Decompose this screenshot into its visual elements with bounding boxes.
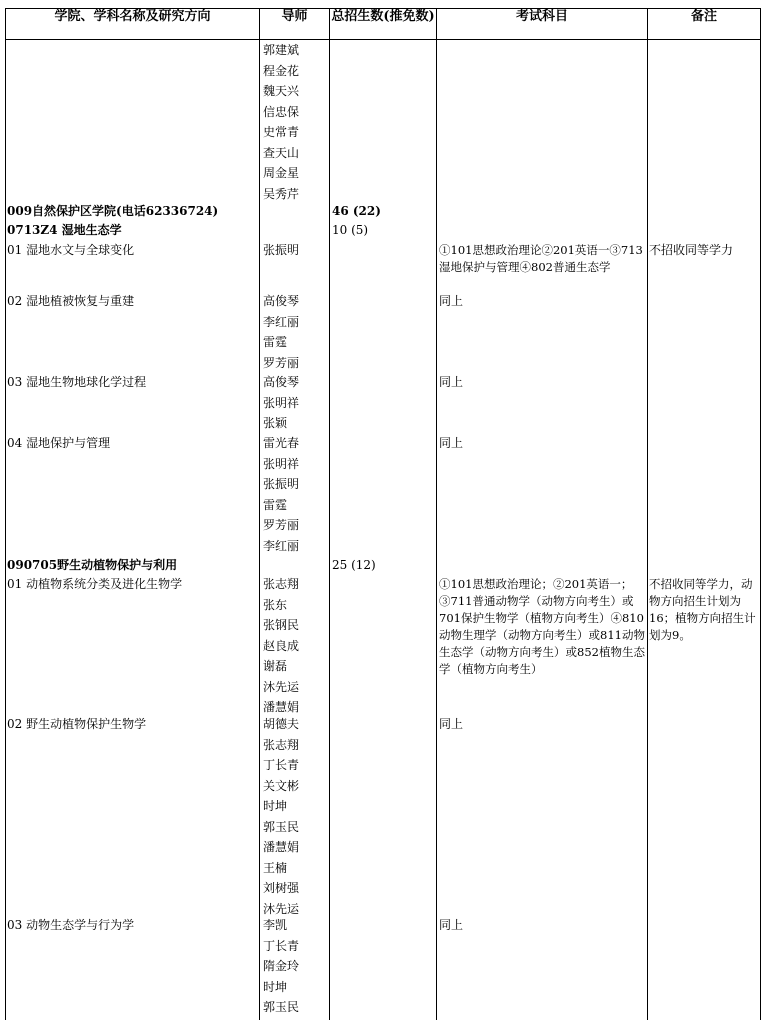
advisor: 雷光春: [263, 436, 300, 450]
advisor: 沐先运: [263, 679, 300, 694]
advisor: 高俊琴: [263, 294, 300, 308]
advisor: 谢磊: [263, 659, 288, 673]
direction-name: 01 动植物系统分类及进化生物学: [7, 577, 183, 591]
advisor-list: [263, 714, 299, 919]
college-name: 009自然保护区学院(电话62336724): [7, 204, 219, 218]
header-college: 学院、学科名称及研究方向: [54, 9, 211, 24]
advisor: 郭玉民: [263, 819, 300, 834]
advisor: 罗芳丽: [263, 355, 300, 370]
advisor: 张志翔: [263, 737, 300, 752]
advisor: 时坤: [263, 799, 288, 813]
remark: 不招收同等学力，动物方向招生计划为16；植物方向招生计划为9。: [649, 577, 756, 642]
exam-subjects: 同上: [439, 436, 464, 450]
remark: 不招收同等学力: [649, 243, 734, 257]
advisor: 雷霆: [263, 497, 288, 512]
exam-subjects: 同上: [439, 294, 464, 308]
exam-subjects: 同上: [439, 717, 464, 731]
advisor: 张志翔: [263, 577, 300, 591]
header-quota: 总招生数(推免数): [331, 9, 435, 24]
advisor-list: [263, 240, 299, 261]
grid-line: [760, 8, 761, 1020]
exam-subjects: 同上: [439, 375, 464, 389]
header-advisor: 导师: [281, 9, 308, 24]
advisor: 时坤: [263, 979, 288, 994]
advisor: 罗芳丽: [263, 518, 300, 532]
advisor: 张颖: [263, 416, 288, 430]
advisor: 李红丽: [263, 538, 300, 553]
advisor: 丁长青: [263, 938, 300, 953]
discipline-quota: 10 (5): [332, 223, 369, 237]
grid-line: [259, 8, 260, 1020]
advisor: 胡德夫: [263, 717, 300, 731]
advisor-list: [263, 915, 299, 1018]
advisor: 查天山: [263, 145, 300, 160]
advisor: 郭玉民: [263, 1000, 300, 1014]
advisor: 刘树强: [263, 881, 300, 895]
advisor-list: [263, 433, 299, 556]
direction-name: 03 湿地生物地球化学过程: [7, 375, 147, 389]
advisor: 高俊琴: [263, 375, 300, 389]
college-total: 46 (22): [332, 204, 381, 218]
discipline-name: 0713Z4 湿地生态学: [7, 223, 122, 237]
exam-subjects: 同上: [439, 918, 464, 932]
exam-subjects: ①101思想政治理论；②201英语一；③711普通动物学（动物方向考生）或701保护生物学（植物方向考生）④810动物生理学（动物方向考生）或811动物生态学（动物方向考生）或852植物生态学（植物方向考生）: [439, 577, 645, 676]
direction-name: 02 湿地植被恢复与重建: [7, 294, 135, 308]
advisor-list: [263, 574, 299, 718]
advisor: 魏天兴: [263, 84, 300, 98]
grid-line: [647, 8, 648, 1020]
advisor: 关文彬: [263, 778, 300, 793]
direction-name: 03 动物生态学与行为学: [7, 918, 135, 932]
advisor: 张钢民: [263, 618, 300, 632]
direction-name: 01 湿地水文与全球变化: [7, 243, 135, 257]
advisor-list: [263, 291, 299, 373]
advisor: 王楠: [263, 860, 288, 875]
advisor: 潘慧娟: [263, 700, 300, 714]
grid-line: [436, 8, 437, 1020]
prev-advisor-list: [263, 40, 299, 204]
direction-name: 04 湿地保护与管理: [7, 436, 111, 450]
advisor: 李凯: [263, 918, 288, 932]
advisor: 周金星: [263, 166, 300, 180]
advisor: 隋金玲: [263, 959, 300, 973]
advisor: 史常青: [263, 125, 300, 139]
advisor: 吴秀芹: [263, 186, 300, 201]
advisor-list: [263, 372, 299, 434]
advisor: 赵良成: [263, 638, 300, 653]
advisor: 程金花: [263, 63, 300, 78]
discipline-name: 090705野生动植物保护与利用: [7, 558, 178, 572]
advisor: 张振明: [263, 477, 300, 491]
exam-subjects: ①101思想政治理论②201英语一③713湿地保护与管理④802普通生态学: [439, 243, 643, 274]
header-subjects: 考试科目: [515, 9, 568, 24]
advisor: 雷霆: [263, 335, 288, 349]
direction-name: 02 野生动植物保护生物学: [7, 717, 147, 731]
advisor: 张东: [263, 597, 288, 612]
grid-line: [329, 8, 330, 1020]
advisor: 信忠保: [263, 104, 300, 119]
discipline-quota: 25 (12): [332, 558, 376, 572]
advisor: 张振明: [263, 243, 300, 257]
advisor: 丁长青: [263, 758, 300, 772]
advisor: 李红丽: [263, 314, 300, 329]
advisor: 沐先运: [263, 901, 300, 916]
grid-line: [5, 8, 6, 1020]
advisor: 潘慧娟: [263, 840, 300, 854]
advisor: 郭建斌: [263, 43, 300, 57]
header-remark: 备注: [690, 9, 717, 24]
advisor: 张明祥: [263, 456, 300, 471]
advisor: 张明祥: [263, 395, 300, 410]
